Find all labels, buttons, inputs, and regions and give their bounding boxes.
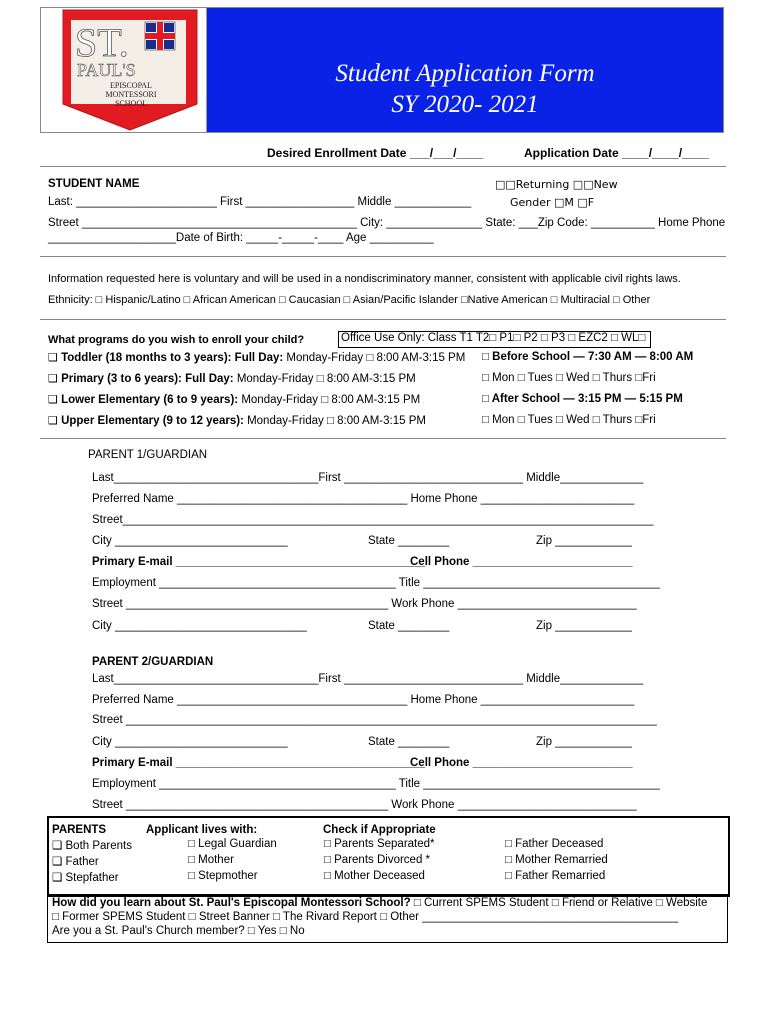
program-upper-elementary[interactable] (48, 414, 426, 427)
program-label: Primary (3 to 6 years): Full Day: (61, 373, 234, 385)
parent2-city[interactable]: City ___________________________ (92, 736, 288, 748)
form-subtitle: SY 2020- 2021 (391, 91, 539, 118)
divider (40, 166, 726, 167)
divider (40, 319, 726, 320)
logo-episcopal: EPISCOPAL (110, 81, 152, 90)
parent1-cell-phone[interactable]: Cell Phone _________________________ (410, 556, 633, 568)
before-school-days[interactable]: □ Mon □ Tues □ Wed □ Thurs □Fri (482, 372, 656, 384)
logo-st: ST. (75, 20, 129, 65)
church-member-question[interactable]: Are you a St. Paul's Church member? □ Yes □ No (52, 925, 305, 937)
option-parents-separated[interactable]: □ Parents Separated* (324, 838, 435, 850)
lives-with-heading: Applicant lives with: (146, 824, 258, 836)
parent1-zip[interactable]: Zip ____________ (536, 535, 632, 547)
parent2-email[interactable]: Primary E-mail _______________________________________ (92, 757, 426, 769)
logo-pauls: PAUL'S (77, 60, 136, 80)
header-banner (40, 7, 724, 133)
program-detail: Monday-Friday □ 8:00 AM-3:15 PM (233, 373, 416, 385)
option-father-remarried[interactable]: □ Father Remarried (505, 870, 606, 882)
student-name-fields[interactable]: Last: ______________________ First _________________ Middle ____________ (48, 196, 472, 208)
parent1-city[interactable]: City ___________________________ (92, 535, 288, 547)
referral-options-1[interactable]: □ Current SPEMS Student □ Friend or Relative □ Website (410, 897, 708, 909)
application-date[interactable]: Application Date ____/____/____ (524, 146, 709, 160)
parent1-work-zip[interactable]: Zip ____________ (536, 620, 632, 632)
parent2-work-street-phone[interactable]: Street _________________________________________ Work Phone ____________________________ (92, 799, 637, 811)
option-parents-divorced[interactable]: □ Parents Divorced * (324, 854, 431, 866)
logo-school: SCHOOL (114, 99, 148, 108)
parent2-street[interactable]: Street ___________________________________________________________________________________ (92, 714, 657, 726)
program-detail: Monday-Friday □ 8:00 AM-3:15 PM (238, 394, 421, 406)
option-stepfather[interactable]: ❑ Stepfather (52, 872, 119, 884)
nondiscrimination-notice: Information requested here is voluntary and will be used in a nondiscriminatory manner, consistent with applicable civil rights laws. (48, 273, 681, 285)
parent1-street[interactable]: Street___________________________________________________________________________________ (92, 514, 654, 526)
gender-checkboxes[interactable]: Gender □M □F (510, 196, 595, 209)
checkbox-icon[interactable]: ❑ (48, 414, 58, 427)
referral-options-2[interactable]: □ Former SPEMS Student □ Street Banner □ The Rivard Report □ Other ________________________________________ (52, 911, 678, 923)
option-father[interactable]: ❑ Father (52, 856, 99, 868)
parent1-preferred-home-phone[interactable]: Preferred Name ____________________________________ Home Phone ________________________ (92, 493, 635, 505)
programs-question: What programs do you wish to enroll your child? (48, 334, 305, 346)
returning-new-checkboxes[interactable]: □□Returning □□New (495, 178, 618, 191)
parent2-name-fields[interactable]: Last________________________________First ____________________________ Middle_____________ (92, 673, 644, 685)
before-school-option[interactable]: □ Before School — 7:30 AM — 8:00 AM (482, 351, 694, 363)
parent2-zip[interactable]: Zip ____________ (536, 736, 632, 748)
parent1-employment-title[interactable]: Employment _____________________________________ Title _____________________________________ (92, 577, 660, 589)
option-mother-deceased[interactable]: □ Mother Deceased (324, 870, 425, 882)
ethnicity-options[interactable]: Ethnicity: □ Hispanic/Latino □ African American □ Caucasian □ Asian/Pacific Islander □Native American □ Multiracial □ Other (48, 294, 651, 306)
checkbox-icon[interactable]: ❑ (48, 372, 58, 385)
program-toddler[interactable] (48, 351, 465, 364)
parent1-state[interactable]: State ________ (368, 535, 450, 547)
after-school-option[interactable]: □ After School — 3:15 PM — 5:15 PM (482, 393, 683, 405)
parent1-email[interactable]: Primary E-mail _______________________________________ (92, 556, 426, 568)
program-label: Toddler (18 months to 3 years): Full Day: (61, 352, 284, 364)
program-detail: Monday-Friday □ 8:00 AM-3:15 PM (283, 352, 466, 364)
program-detail: Monday-Friday □ 8:00 AM-3:15 PM (243, 415, 426, 427)
parent2-heading: PARENT 2/GUARDIAN (92, 656, 214, 668)
option-legal-guardian[interactable]: □ Legal Guardian (188, 838, 277, 850)
parent1-work-street-phone[interactable]: Street _________________________________________ Work Phone ____________________________ (92, 598, 637, 610)
program-label: Upper Elementary (9 to 12 years): (61, 415, 244, 427)
desired-enrollment-date[interactable]: Desired Enrollment Date ___/___/____ (267, 146, 484, 160)
parent2-preferred-home-phone[interactable]: Preferred Name ____________________________________ Home Phone ________________________ (92, 694, 635, 706)
form-title: Student Application Form (335, 60, 595, 87)
option-both-parents[interactable]: ❑ Both Parents (52, 840, 132, 852)
option-mother-remarried[interactable]: □ Mother Remarried (505, 854, 608, 866)
logo-montessori: MONTESSORI (105, 90, 157, 99)
checkbox-icon[interactable]: ❑ (48, 393, 58, 406)
option-stepmother[interactable]: □ Stepmother (188, 870, 258, 882)
student-dob-fields[interactable]: ____________________Date of Birth: _____-_____-____ Age __________ (48, 232, 434, 244)
office-use-text: Office Use Only: Class T1 T2□ P1□ P2 □ P3 □ EZC2 □ WL□ (341, 332, 646, 344)
student-address-fields[interactable]: Street ___________________________________________ City: _______________ State: ___Zip Code: __________ Home Phone (48, 217, 726, 229)
school-shield-icon (49, 8, 206, 132)
checkbox-icon[interactable]: ❑ (48, 351, 58, 364)
option-mother[interactable]: □ Mother (188, 854, 234, 866)
program-label: Lower Elementary (6 to 9 years): (61, 394, 239, 406)
parent1-work-city[interactable]: City ______________________________ (92, 620, 307, 632)
parent1-work-state[interactable]: State ________ (368, 620, 450, 632)
program-primary[interactable] (48, 372, 416, 385)
after-school-days[interactable]: □ Mon □ Tues □ Wed □ Thurs □Fri (482, 414, 656, 426)
divider (40, 256, 726, 257)
parent2-state[interactable]: State ________ (368, 736, 450, 748)
parent1-heading: PARENT 1/GUARDIAN (88, 449, 208, 461)
option-father-deceased[interactable]: □ Father Deceased (505, 838, 604, 850)
check-appropriate-heading: Check if Appropriate (323, 824, 436, 836)
program-lower-elementary[interactable] (48, 393, 420, 406)
student-name-heading: STUDENT NAME (48, 178, 140, 190)
parent2-employment-title[interactable]: Employment _____________________________________ Title _____________________________________ (92, 778, 660, 790)
school-logo (49, 8, 207, 132)
referral-question: How did you learn about St. Paul's Episcopal Montessori School? (52, 897, 411, 909)
parents-heading: PARENTS (52, 824, 107, 836)
referral-question-line (52, 897, 707, 909)
parent1-name-fields[interactable]: Last________________________________First ____________________________ Middle_____________ (92, 472, 644, 484)
parent2-cell-phone[interactable]: Cell Phone _________________________ (410, 757, 633, 769)
divider (40, 438, 726, 439)
